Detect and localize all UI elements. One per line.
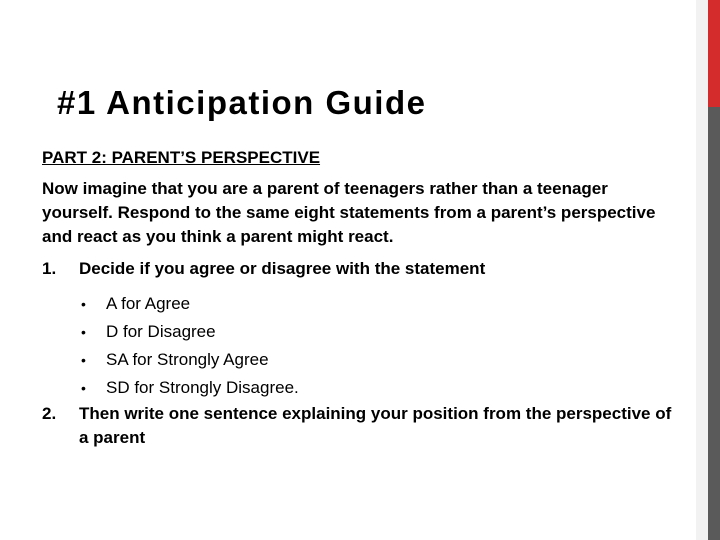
option-item bbox=[79, 374, 682, 402]
section-subhead: PART 2: PARENT’S PERSPECTIVE bbox=[42, 148, 321, 167]
option-label: D for Disagree bbox=[106, 322, 216, 341]
option-item bbox=[79, 318, 682, 346]
edge-dark-bar bbox=[708, 107, 720, 540]
step-item bbox=[42, 257, 682, 402]
accent-bar bbox=[708, 0, 720, 107]
slide-body bbox=[42, 146, 682, 450]
option-item bbox=[79, 346, 682, 374]
option-label: A for Agree bbox=[106, 294, 191, 313]
bullet-icon: • bbox=[81, 296, 86, 312]
slide-title: #1 Anticipation Guide bbox=[57, 84, 427, 121]
step-text: Decide if you agree or disagree with the statement bbox=[79, 259, 486, 278]
bullet-icon: • bbox=[81, 380, 86, 396]
steps-list bbox=[42, 257, 682, 450]
edge-light-bar bbox=[696, 0, 708, 540]
option-item bbox=[79, 290, 682, 318]
step-number: 1. bbox=[42, 259, 57, 278]
option-label: SA for Strongly Agree bbox=[106, 350, 269, 369]
options-list bbox=[79, 290, 682, 402]
intro-paragraph: Now imagine that you are a parent of teenagers rather than a teenager yourself. Respond to the same eight statements from a parent’s perspective and react as you think a parent might react. bbox=[42, 179, 656, 246]
step-number: 2. bbox=[42, 404, 57, 423]
step-text: Then write one sentence explaining your position from the perspective of a parent bbox=[79, 404, 672, 447]
bullet-icon: • bbox=[81, 352, 86, 368]
option-label: SD for Strongly Disagree. bbox=[106, 378, 299, 397]
bullet-icon: • bbox=[81, 324, 86, 340]
step-item bbox=[42, 402, 682, 450]
